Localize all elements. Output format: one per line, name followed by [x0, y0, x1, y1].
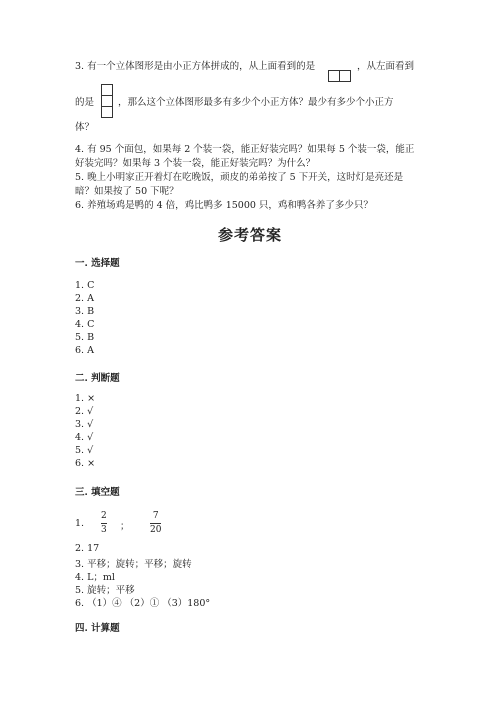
section-1-answer-3: 3. B: [75, 306, 95, 317]
section-1-answer-1: 1. C: [75, 280, 95, 291]
section-3-answer-2: 2. 17: [75, 543, 100, 554]
fraction-1-numerator: 2: [101, 511, 107, 521]
fraction-1-bar: [101, 523, 107, 524]
question-5-line-2: 暗？如果按了 50 下呢？: [75, 186, 179, 197]
section-2-answer-4: 4. √: [75, 432, 94, 443]
section-2-answer-2: 2. √: [75, 406, 94, 417]
fraction-seven-twentieths: [150, 511, 161, 536]
fraction-2-bar: [150, 523, 161, 524]
question-4-line-1: 4. 有 95 个面包，如果每 2 个装一袋，能正好装完吗？如果每 5 个装一袋，能正: [75, 144, 415, 155]
question-5-line-1: 5. 晚上小明家正开着灯在吃晚饭，顽皮的弟弟按了 5 下开关，这时灯是亮还是: [75, 172, 404, 183]
section-2-answer-5: 5. √: [75, 445, 94, 456]
section-1-answer-2: 2. A: [75, 293, 94, 304]
fraction-two-thirds: [101, 511, 107, 536]
question-3-line-3: 体？: [75, 122, 95, 133]
section-1-answer-6: 6. A: [75, 345, 94, 356]
fraction-2-denominator: 20: [150, 525, 162, 535]
question-3-line-2: ，那么这个立体图形最多有多少个小正方体？最少有多少个小正方: [118, 97, 394, 108]
fraction-1-denominator: 3: [101, 525, 107, 535]
section-1-answer-5: 5. B: [75, 332, 95, 343]
left-view-square-bottom: [101, 106, 113, 118]
section-2-answer-1: 1. ×: [75, 393, 96, 404]
top-view-square-right: [339, 70, 351, 82]
question-3-line-1: 3. 有一个立体图形是由小正方体拼成的，从上面看到的是: [75, 61, 316, 72]
section-2-heading: 二. 判断题: [75, 373, 120, 384]
section-2-answer-6: 6. ×: [75, 458, 96, 469]
question-6-line-1: 6. 养殖场鸡是鸭的 4 倍，鸡比鸭多 15000 只，鸡和鸭各养了多少只？: [75, 200, 373, 211]
section-4-heading: 四. 计算题: [75, 623, 120, 634]
question-3-line-1-end: ，从左面看到: [357, 61, 415, 72]
question-3-line-2-prefix: 的是: [75, 97, 95, 108]
question-4-line-2: 好装完吗？如果每 3 个装一袋，能正好装完吗？为什么？: [75, 158, 316, 169]
section-3-answer-4: 4. L；ml: [75, 572, 115, 583]
section-3-answer-3: 3. 平移；旋转；平移；旋转: [75, 559, 192, 570]
section-1-heading: 一. 选择题: [75, 258, 120, 269]
section-3-heading: 三. 填空题: [75, 487, 120, 498]
answer-key-title: 参考答案: [217, 226, 282, 244]
fraction-2-numerator: 7: [152, 511, 159, 521]
section-1-answer-4: 4. C: [75, 319, 95, 330]
fraction-separator: ；: [120, 521, 130, 532]
section-2-answer-3: 3. √: [75, 419, 94, 430]
section-3-answer-5: 5. 旋转；平移: [75, 585, 135, 596]
section-3-answer-1-label: 1.: [75, 518, 85, 529]
section-3-answer-6: 6. （1）④ （2）① （3）180°: [75, 598, 211, 609]
